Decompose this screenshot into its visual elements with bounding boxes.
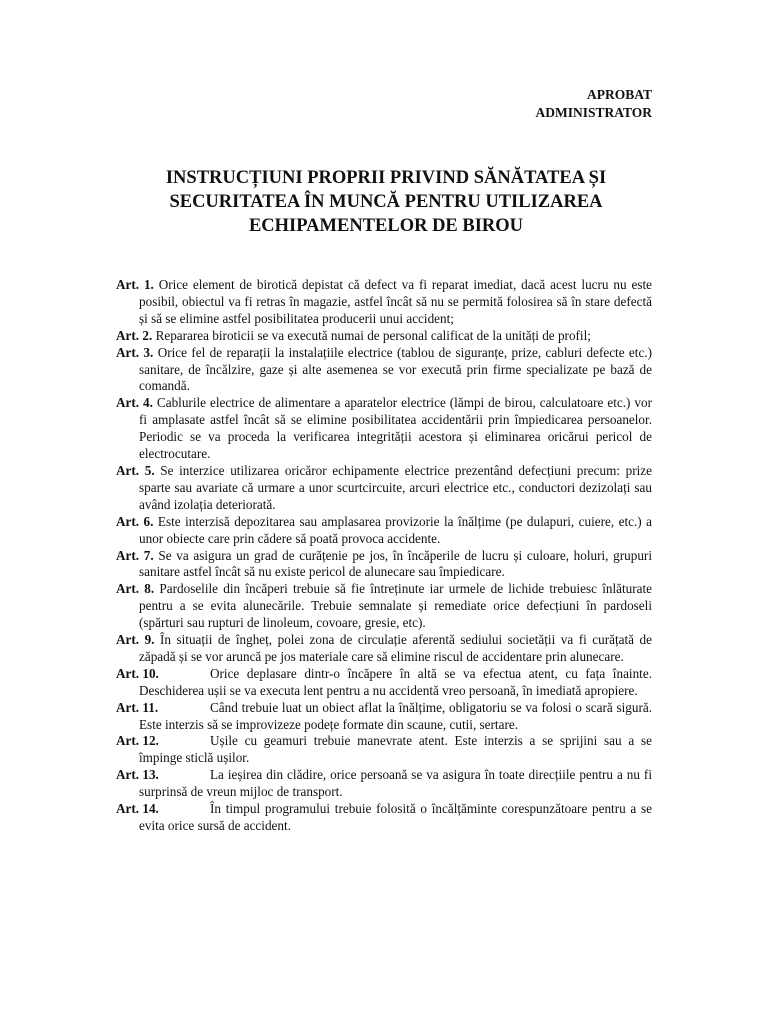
article-label: Art. 1.	[116, 277, 154, 292]
article-text: Ușile cu geamuri trebuie manevrate atent. Este interzis a se sprijini sau a se împinge sticlă ușilor.	[139, 733, 652, 766]
article-3	[116, 345, 652, 396]
article-text: Orice deplasare dintr-o încăpere în altă se va efectua atent, cu fața înainte. Deschiderea ușii se va executa lent pentru a nu accidentă vreo persoană, în imediată apropiere.	[139, 665, 652, 698]
approval-label: APROBAT	[586, 87, 652, 102]
article-label: Art. 11.	[116, 699, 159, 715]
article-text: Când trebuie luat un obiect aflat la înălțime, obligatoriu se va folosi o scară sigură. Este interzis să se improvizeze podețe formate din scaune, cutii, sertare.	[139, 699, 652, 732]
article-11	[116, 700, 652, 734]
article-text: Se interzice utilizarea oricăror echipamente electrice prezentând defecțiuni precum: prize sparte sau avariate că urmare a unor scurtcircuite, arcuri electrice etc., conductori dezizolați sau având izolația deteriorată.	[139, 462, 653, 512]
article-label: Art. 8.	[116, 581, 155, 597]
article-2	[116, 328, 652, 345]
article-label: Art. 6.	[116, 513, 154, 529]
article-label: Art. 2.	[116, 327, 153, 343]
document-title: INSTRUCȚIUNI PROPRII PRIVIND SĂNĂTATEA ȘI SECURITATEA ÎN MUNCĂ PENTRU UTILIZAREA ECHIPAMENTELOR DE BIROU	[165, 168, 607, 236]
articles-list	[116, 277, 652, 835]
article-label: Art. 9.	[116, 632, 155, 648]
article-text: Orice fel de reparații la instalațiile electrice (tablou de siguranțe, prize, cabluri defecte etc.) sanitare, de încălzire, gaze și alte asemenea se vor execută prin firme specializate pe bază de comandă.	[139, 344, 652, 394]
article-1	[116, 277, 652, 328]
article-label: Art. 13.	[116, 767, 159, 783]
article-label: Art. 14.	[116, 801, 159, 817]
article-5	[116, 463, 652, 514]
article-text: Orice element de birotică depistat că defect va fi reparat imediat, dacă acest lucru nu este posibil, obiectul va fi retras în magazie, astfel încât să nu se permită folosirea să în stare defectă și să se elimine astfel posibilitatea producerii unui accident;	[139, 277, 652, 326]
article-7	[116, 548, 652, 582]
article-14	[116, 801, 652, 835]
article-text: În timpul programului trebuie folosită o încălțăminte corespunzătoare pentru a se evita orice sursă de accident.	[139, 801, 652, 833]
article-label: Art. 7.	[116, 547, 154, 563]
approval-block	[535, 86, 652, 122]
article-9	[116, 632, 652, 666]
approver-role: ADMINISTRATOR	[535, 105, 652, 120]
article-text: Cablurile electrice de alimentare a aparatelor electrice (lămpi de birou, calculatoare etc.) vor fi amplasate astfel încât să se elimine posibilitatea accidentării prin împiedicarea persoanelor. Periodic se va proceda la verificarea integrității acestora și eliminarea oricărui pericol de electrocutare.	[139, 395, 652, 462]
article-text: La ieșirea din clădire, orice persoană se va asigura în toate direcțiile pentru a nu fi surprinsă de vreun mijloc de transport.	[139, 767, 652, 800]
article-label: Art. 3.	[116, 344, 154, 360]
article-text: Este interzisă depozitarea sau amplasarea provizorie la înălțime (pe dulapuri, cuiere, etc.) a unor obiecte care prin cădere să poată provoca accidente.	[139, 513, 653, 546]
article-10	[116, 666, 652, 700]
article-label: Art. 10.	[116, 665, 159, 681]
article-4	[116, 395, 652, 463]
article-label: Art. 5.	[116, 462, 155, 478]
article-13	[116, 767, 652, 801]
article-12	[116, 733, 652, 767]
article-text: Pardoselile din încăperi trebuie să fie întreținute iar urmele de lichide trebuiesc înlăturate pentru a se evita alunecările. Trebuie semnalate și remediate orice defecțiuni în pardoseli (spărturi sau rupturi de linoleum, covoare, gresie, etc).	[139, 581, 652, 631]
article-label: Art. 12.	[116, 733, 159, 749]
article-6	[116, 514, 652, 548]
article-8	[116, 581, 652, 632]
article-text: Repararea biroticii se va execută numai de personal calificat de la unități de profil;	[155, 327, 591, 343]
article-label: Art. 4.	[116, 395, 153, 411]
article-text: În situații de îngheț, polei zona de circulație aferentă sediului societății va fi curățată de zăpadă și se vor aruncă pe jos materiale care să elimine riscul de accidentare prin alunecare.	[139, 632, 652, 664]
article-text: Se va asigura un grad de curățenie pe jos, în încăperile de lucru și culoare, holuri, grupuri sanitare astfel încât să nu existe pericol de alunecare sau împiedicare.	[139, 547, 652, 580]
